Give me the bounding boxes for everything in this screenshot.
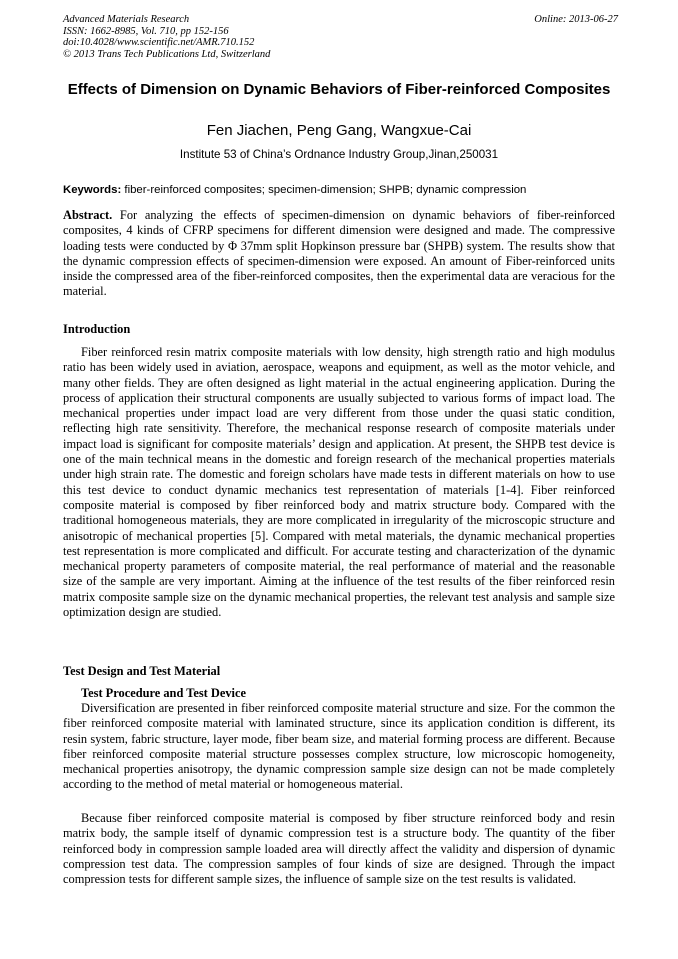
section-heading-introduction: Introduction bbox=[63, 322, 131, 336]
author-list: Fen Jiachen, Peng Gang, Wangxue-Cai bbox=[206, 122, 472, 139]
keywords bbox=[63, 183, 615, 197]
abstract-text: For analyzing the effects of specimen-dimension on dynamic behaviors of fiber-reinforced composites, 4 kinds of CFRP specimens for different dimension were designed and made. The compressive loading tests were conducted by Φ 37mm split Hopkinson pressure bar (SHPB) system. The results show that the dynamic compression effects of specimen-dimension were exposed. An amount of Fiber-reinforced units inside the compressed area of the fiber-reinforced composites, then the experimental data are veracious for the material. bbox=[63, 208, 615, 299]
subsection-heading-test-procedure: Test Procedure and Test Device bbox=[81, 686, 246, 700]
keywords-label: Keywords: bbox=[63, 184, 122, 196]
abstract bbox=[63, 208, 615, 300]
doi-line: doi:10.4028/www.scientific.net/AMR.710.152 bbox=[63, 37, 255, 48]
keywords-text: fiber-reinforced composites; specimen-dimension; SHPB; dynamic compression bbox=[121, 184, 527, 196]
test-design-paragraph-1: Diversification are presented in fiber reinforced composite material structure and size. For the common the fiber reinforced composite material with laminated structure, since its application condition is different, its resin system, fabric structure, layer mode, fiber beam size, and material forming process are different. Because fiber reinforced composite material structure possesses complex structure, low microscopic homogeneity, mechanical properties anisotropy, the dynamic compression sample size design can not be made completely according to the method of metal material or homogeneous material. bbox=[63, 701, 615, 792]
introduction-paragraph: Fiber reinforced resin matrix composite materials with low density, high strength ratio and high modulus ratio has been widely used in aviation, aerospace, weapons and equipment, as well as the motor vehicle, and many other fields. They are often designed as light material in the actual engineering application. During the process of application their structural components are usually subjected to various forms of impact load. The mechanical properties under impact load are very different from those under the quasi static condition, reflecting high rate sensitivity. Therefore, the mechanical response research of composite materials under impact load is significant for composite materials’ design and application. At present, the SHPB test device is one of the main technical means in the domestic and foreign research of the mechanical properties materials under high strain rate. The domestic and foreign scholars have made tests in different materials on how to use this test device to conduct dynamic mechanics test representation of materials [1-4]. Fiber reinforced composite material is composed by fiber reinforced body and matrix structure body. Compared with the traditional homogeneous materials, they are more complicated in irregularity of the microscopic structure and anisotropic of mechanical properties [5]. Compared with metal materials, the dynamic mechanical properties test representation is more complicated and difficult. For accurate testing and characterization of the dynamic mechanical property parameters of composite material, the real performance of material and the reasonable size of the sample are very important. Aiming at the influence of the test results of the fiber reinforced resin matrix composite sample size on the dynamic mechanical properties, the relevant test analysis and sample size optimization design are studied. bbox=[63, 345, 615, 620]
section-heading-test-design: Test Design and Test Material bbox=[63, 664, 221, 678]
paper-title: Effects of Dimension on Dynamic Behaviors of Fiber-reinforced Composites bbox=[67, 81, 611, 98]
journal-name: Advanced Materials Research bbox=[63, 14, 190, 25]
issn-line: ISSN: 1662-8985, Vol. 710, pp 152-156 bbox=[63, 25, 229, 37]
copyright-line: © 2013 Trans Tech Publications Ltd, Switzerland bbox=[63, 48, 271, 60]
journal-header bbox=[63, 14, 618, 60]
affiliation: Institute 53 of China’s Ordnance Industry Group,Jinan,250031 bbox=[179, 148, 499, 161]
test-design-paragraph-2: Because fiber reinforced composite material is composed by fiber structure reinforced body and resin matrix body, the sample itself of dynamic compression test is a structure body. The quantity of the fiber reinforced body in compression sample loaded area will directly affect the validity and dispersion of dynamic compression test data. The compression samples of four kinds of size are designed. Through the impact compression tests for different sample sizes, the influence of sample size on the test results is validated. bbox=[63, 811, 615, 887]
online-date: Online: 2013-06-27 bbox=[534, 14, 618, 25]
abstract-label: Abstract. bbox=[63, 208, 113, 222]
